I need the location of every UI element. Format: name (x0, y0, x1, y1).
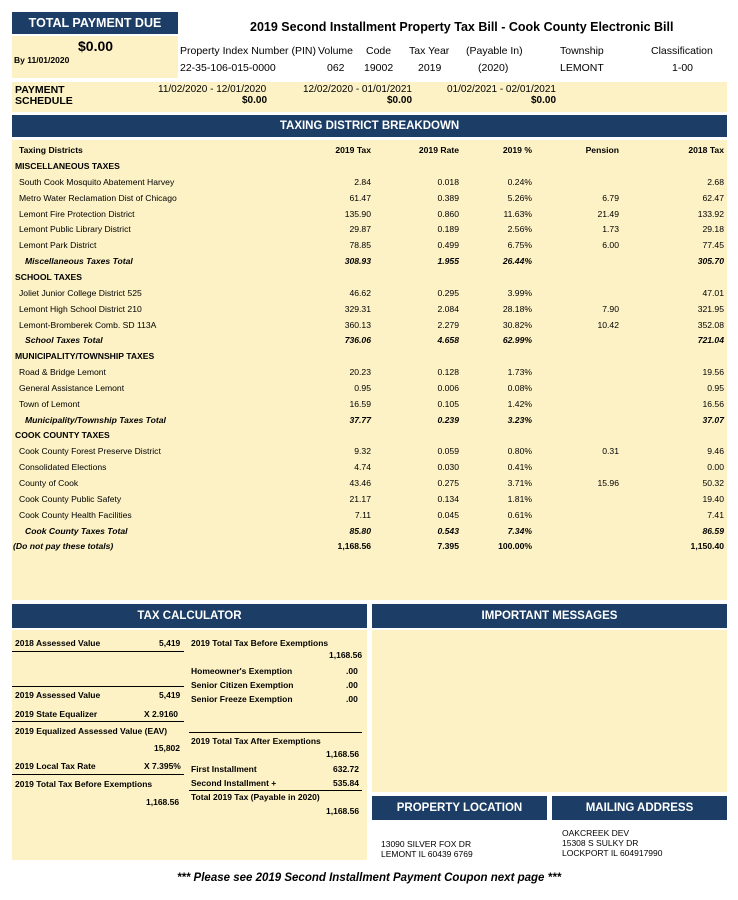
code-label: Code (366, 45, 392, 57)
district-2018-tax: 77.45 (702, 240, 724, 251)
district-2019-tax: 20.23 (349, 367, 371, 378)
schedule-amount-1: $0.00 (242, 95, 268, 106)
table-row (12, 207, 727, 223)
assessed-2019-label: 2019 Assessed Value (15, 690, 101, 700)
equalizer-label: 2019 State Equalizer (15, 709, 98, 719)
district-2019-rate: 1.955 (437, 256, 459, 267)
district-2018-tax: 352.08 (697, 319, 724, 330)
district-name: Municipality/Township Taxes Total (25, 414, 166, 425)
table-row (12, 175, 727, 191)
township-label: Township (560, 45, 604, 57)
district-2018-tax: 0.95 (707, 382, 724, 393)
district-2019-pct: 11.63% (503, 208, 532, 219)
district-2018-tax: 16.56 (702, 398, 724, 409)
before-exemptions-left-label: 2019 Total Tax Before Exemptions (15, 779, 153, 789)
district-name: Consolidated Elections (19, 462, 107, 473)
assessed-2018-label: 2018 Assessed Value (15, 638, 101, 648)
senior-exemption-value: .00 (346, 680, 358, 690)
district-2019-rate: 0.275 (437, 478, 459, 488)
property-address-line2: LEMONT IL 60439 6769 (381, 849, 473, 859)
homeowner-exemption-label: Homeowner's Exemption (191, 666, 293, 676)
district-2019-tax: 78.85 (349, 240, 371, 251)
district-2019-rate: 0.499 (437, 240, 459, 251)
district-2019-tax: 308.93 (344, 256, 371, 267)
district-2019-tax: 9.32 (354, 446, 371, 457)
district-2018-tax: 305.70 (697, 256, 724, 267)
district-2018-tax: 321.95 (697, 303, 724, 314)
district-2019-tax: 21.17 (349, 493, 371, 504)
district-2019-rate: 0.860 (437, 208, 459, 219)
district-table-header (12, 143, 727, 159)
district-pension: 10.42 (597, 319, 619, 330)
district-name: (Do not pay these totals) (13, 541, 114, 552)
district-name: South Cook Mosquito Abatement Harvey (19, 176, 175, 187)
local-rate-label: 2019 Local Tax Rate (15, 761, 96, 771)
district-2019-pct: 1.81% (507, 493, 532, 504)
district-pension: 1.73 (602, 224, 619, 235)
table-row (12, 508, 727, 524)
district-2018-tax: 50.32 (702, 478, 724, 488)
district-2019-tax: 43.46 (349, 478, 371, 488)
table-row (12, 365, 727, 381)
second-installment-value: 535.84 (333, 778, 359, 788)
district-name: Lemont-Bromberek Comb. SD 113A (19, 319, 157, 330)
district-2019-pct: 7.34% (507, 525, 532, 536)
district-2019-pct: 26.44% (502, 256, 532, 267)
col-header-pension: Pension (585, 145, 619, 155)
district-category (12, 428, 727, 444)
second-installment-label: Second Installment + (191, 778, 277, 788)
assessed-2018-value: 5,419 (159, 638, 181, 648)
district-2019-rate: 0.045 (437, 509, 459, 520)
subtotal-row (12, 333, 727, 349)
district-2019-rate: 0.006 (437, 382, 459, 393)
senior-exemption-label: Senior Citizen Exemption (191, 680, 294, 690)
district-2019-tax: 4.74 (354, 462, 371, 473)
district-2018-tax: 47.01 (702, 287, 724, 298)
col-header-2019-tax: 2019 Tax (335, 145, 371, 155)
table-row (12, 222, 727, 238)
district-2019-tax: 2.84 (354, 176, 371, 187)
district-2018-tax: 9.46 (707, 446, 724, 457)
divider (189, 732, 362, 733)
district-2018-tax: 29.18 (702, 224, 724, 235)
pin-value: 22-35-106-015-0000 (180, 62, 276, 74)
payable-in-value: (2020) (478, 62, 509, 74)
divider (12, 721, 184, 722)
total-payment-due-label: TOTAL PAYMENT DUE (12, 12, 178, 34)
category-label: SCHOOL TAXES (15, 271, 83, 282)
important-messages-title: IMPORTANT MESSAGES (372, 604, 727, 628)
code-value: 19002 (364, 62, 394, 74)
col-header-district: Taxing Districts (19, 145, 83, 155)
subtotal-row (12, 413, 727, 429)
district-2018-tax: 62.47 (702, 192, 724, 203)
divider (12, 774, 184, 775)
district-2018-tax: 19.40 (702, 493, 724, 504)
district-2019-tax: 16.59 (349, 398, 371, 409)
col-header-2019-rate: 2019 Rate (418, 145, 459, 155)
category-label: MUNICIPALITY/TOWNSHIP TAXES (15, 351, 155, 362)
district-2019-tax: 7.11 (354, 509, 371, 520)
district-2019-tax: 29.87 (349, 224, 371, 235)
first-installment-value: 632.72 (333, 764, 359, 774)
eav-value: 15,802 (154, 743, 180, 753)
district-2019-pct: 62.99% (502, 335, 532, 346)
divider (12, 686, 184, 687)
payable-in-label: (Payable In) (466, 45, 523, 57)
district-2019-tax: 37.77 (349, 414, 371, 425)
tax-year-label: Tax Year (409, 45, 450, 57)
district-2019-pct: 1.42% (507, 398, 532, 409)
table-row (12, 238, 727, 254)
district-2019-rate: 0.389 (437, 192, 459, 203)
after-exemptions-label: 2019 Total Tax After Exemptions (191, 736, 321, 746)
district-pension: 6.79 (602, 192, 619, 203)
district-name: Cook County Forest Preserve District (19, 446, 161, 457)
tax-calculator-title: TAX CALCULATOR (12, 604, 367, 628)
after-exemptions-value: 1,168.56 (326, 749, 360, 759)
district-2018-tax: 1,150.40 (690, 541, 724, 552)
district-2018-tax: 7.41 (707, 509, 724, 520)
district-2019-tax: 360.13 (344, 319, 371, 330)
district-name: Lemont Public Library District (19, 224, 131, 235)
table-row (12, 397, 727, 413)
table-row (12, 381, 727, 397)
schedule-amount-3: $0.00 (531, 95, 557, 106)
before-exemptions-right-value: 1,168.56 (329, 650, 363, 660)
important-messages-panel (372, 630, 727, 792)
district-2019-tax: 0.95 (354, 382, 371, 393)
district-2019-pct: 6.75% (507, 240, 532, 251)
mailing-address-line3: LOCKPORT IL 604917990 (562, 848, 663, 858)
table-row (12, 492, 727, 508)
schedule-amount-2: $0.00 (387, 95, 413, 106)
district-2018-tax: 133.92 (697, 208, 724, 219)
district-pension: 6.00 (602, 240, 619, 251)
subtotal-row (12, 524, 727, 540)
table-row (12, 460, 727, 476)
district-2019-tax: 1,168.56 (337, 541, 371, 552)
district-2019-rate: 0.030 (437, 462, 459, 473)
district-pension: 15.96 (597, 478, 619, 488)
district-2019-rate: 0.134 (437, 493, 459, 504)
district-2018-tax: 0.00 (707, 462, 724, 473)
total-payable-label: Total 2019 Tax (Payable in 2020) (191, 792, 320, 802)
pin-label: Property Index Number (PIN) (180, 45, 316, 57)
property-address-line1: 13090 SILVER FOX DR (381, 839, 472, 849)
table-row (12, 476, 727, 492)
district-category (12, 349, 727, 365)
district-2019-rate: 2.084 (437, 303, 459, 314)
district-2019-tax: 61.47 (349, 192, 371, 203)
district-2018-tax: 19.56 (702, 367, 724, 378)
volume-value: 062 (327, 62, 345, 74)
district-pension: 21.49 (597, 208, 619, 219)
local-rate-value: X 7.395% (144, 761, 181, 771)
property-location-title: PROPERTY LOCATION (372, 796, 547, 820)
senior-freeze-label: Senior Freeze Exemption (191, 694, 293, 704)
district-name: Lemont Fire Protection District (19, 208, 135, 219)
district-2019-pct: 30.82% (502, 319, 532, 330)
col-header-2019-pct: 2019 % (502, 145, 532, 155)
district-2019-rate: 0.543 (437, 525, 459, 536)
district-name: Miscellaneous Taxes Total (25, 256, 133, 267)
district-name: General Assistance Lemont (19, 382, 125, 393)
district-2019-tax: 85.80 (349, 525, 371, 536)
before-exemptions-right-label: 2019 Total Tax Before Exemptions (191, 638, 329, 648)
table-row (12, 318, 727, 334)
district-2019-pct: 0.41% (507, 462, 532, 473)
district-name: Joliet Junior College District 525 (19, 287, 142, 298)
district-2019-tax: 46.62 (349, 287, 371, 298)
district-2018-tax: 86.59 (702, 525, 724, 536)
district-2019-rate: 0.239 (437, 414, 459, 425)
district-name: Cook County Public Safety (19, 493, 122, 504)
table-row (12, 286, 727, 302)
mailing-address-line2: 15308 S SULKY DR (562, 838, 639, 848)
district-2019-rate: 4.658 (437, 335, 459, 346)
district-2019-pct: 3.71% (507, 478, 532, 488)
divider (12, 651, 184, 652)
before-exemptions-left-value: 1,168.56 (146, 797, 180, 807)
senior-freeze-value: .00 (346, 694, 358, 704)
district-name: Town of Lemont (19, 398, 80, 409)
divider (189, 790, 362, 791)
district-category (12, 159, 727, 175)
district-2019-pct: 3.23% (507, 414, 532, 425)
schedule-dates-1: 11/02/2020 - 12/01/2020 (158, 84, 267, 95)
eav-label: 2019 Equalized Assessed Value (EAV) (15, 726, 168, 736)
district-2019-pct: 3.99% (507, 287, 532, 298)
classification-label: Classification (651, 45, 713, 57)
classification-value: 1-00 (672, 62, 694, 74)
district-name: County of Cook (19, 478, 79, 488)
district-name: Lemont Park District (19, 240, 97, 251)
schedule-label-1: PAYMENT (15, 84, 65, 96)
district-name: School Taxes Total (25, 335, 103, 346)
district-2018-tax: 721.04 (697, 335, 724, 346)
assessed-2019-value: 5,419 (159, 690, 181, 700)
homeowner-exemption-value: .00 (346, 666, 358, 676)
tax-year-value: 2019 (418, 62, 442, 74)
table-row (12, 444, 727, 460)
district-name: Cook County Health Facilities (19, 509, 132, 520)
district-2019-rate: 0.018 (437, 176, 459, 187)
schedule-dates-3: 01/02/2021 - 02/01/2021 (447, 84, 556, 95)
district-2019-rate: 0.295 (437, 287, 459, 298)
equalizer-value: X 2.9160 (144, 709, 179, 719)
district-2019-pct: 2.56% (507, 224, 532, 235)
district-2019-rate: 0.128 (437, 367, 459, 378)
district-2019-pct: 0.61% (507, 509, 532, 520)
schedule-label-2: SCHEDULE (15, 95, 73, 107)
district-2019-rate: 0.105 (437, 398, 459, 409)
district-2019-rate: 0.059 (437, 446, 459, 457)
taxing-district-title: TAXING DISTRICT BREAKDOWN (12, 115, 727, 137)
district-2019-rate: 0.189 (437, 224, 459, 235)
district-2019-pct: 0.08% (507, 382, 532, 393)
district-2019-pct: 0.24% (507, 176, 532, 187)
district-2019-pct: 100.00% (498, 541, 532, 552)
footer-note: *** Please see 2019 Second Installment Payment Coupon next page *** (176, 872, 562, 884)
category-label: MISCELLANEOUS TAXES (15, 161, 120, 171)
grand-total-row (12, 539, 727, 555)
district-category (12, 270, 727, 286)
district-2018-tax: 37.07 (702, 414, 724, 425)
subtotal-row (12, 254, 727, 270)
township-value: LEMONT (560, 62, 604, 74)
schedule-dates-2: 12/02/2020 - 01/01/2021 (303, 84, 412, 95)
total-payable-value: 1,168.56 (326, 806, 360, 816)
first-installment-label: First Installment (191, 764, 257, 774)
volume-label: Volume (318, 45, 354, 57)
district-2019-pct: 0.80% (507, 446, 532, 457)
district-2019-pct: 1.73% (507, 367, 532, 378)
district-2018-tax: 2.68 (707, 176, 724, 187)
table-row (12, 191, 727, 207)
district-2019-tax: 736.06 (344, 335, 371, 346)
district-2019-pct: 5.26% (507, 192, 532, 203)
district-name: Lemont High School District 210 (19, 303, 142, 314)
district-name: Road & Bridge Lemont (19, 367, 106, 378)
district-2019-tax: 329.31 (344, 303, 371, 314)
mailing-address-line1: OAKCREEK DEV (562, 828, 630, 838)
col-header-2018-tax: 2018 Tax (688, 145, 724, 155)
district-pension: 7.90 (602, 303, 619, 314)
district-name: Metro Water Reclamation Dist of Chicago (19, 192, 177, 203)
district-2019-tax: 135.90 (344, 208, 371, 219)
amount-due: $0.00 (78, 38, 114, 54)
district-pension: 0.31 (602, 446, 619, 457)
district-name: Cook County Taxes Total (25, 525, 128, 536)
district-2019-rate: 7.395 (437, 541, 459, 552)
mailing-address-title: MAILING ADDRESS (552, 796, 727, 820)
district-2019-pct: 28.18% (502, 303, 532, 314)
district-2019-rate: 2.279 (437, 319, 459, 330)
table-row (12, 302, 727, 318)
due-by-date: By 11/01/2020 (14, 55, 70, 65)
category-label: COOK COUNTY TAXES (15, 430, 110, 441)
bill-title: 2019 Second Installment Property Tax Bill - Cook County Electronic Bill (250, 20, 674, 34)
